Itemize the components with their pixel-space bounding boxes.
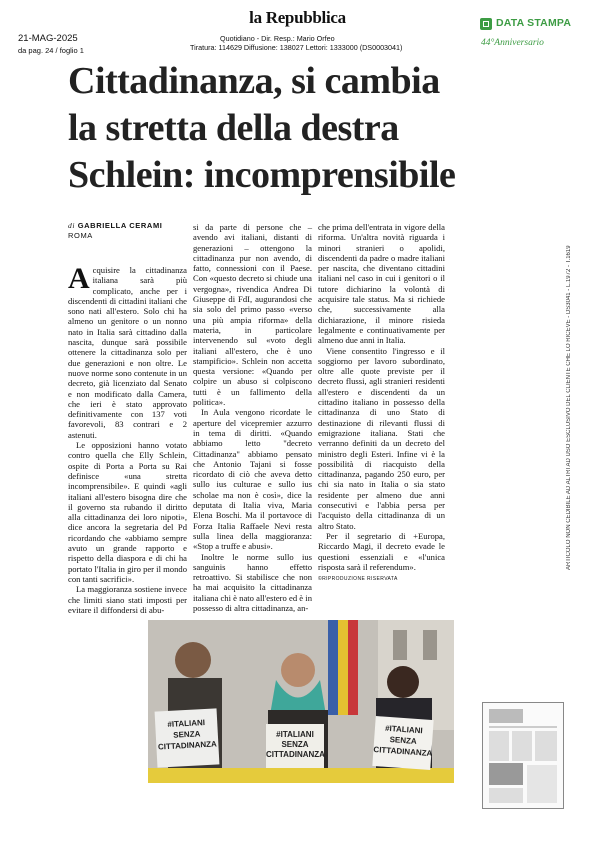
copyright-side-note: ARTICOLO NON CEDIBILE AD ALTRI AD USO ESCLUSIVO DEL CLIENTE CHE LO RICEVE - DS3041 - L.1972 - T.1619 — [566, 245, 572, 570]
byline — [68, 221, 162, 230]
article-column-2 — [193, 222, 312, 613]
paragraph: Viene consentito l'ingresso e il soggiorno per lavoro subordinato, oltre alle quote previste per il decreto flussi, agli stranieri residenti all'estero e discendenti da un cittadino italiano in possesso della cittadinanza di uno Stato di destinazione di rilevanti flussi di emigrazione italiana. Stati che verranno definiti da un decreto del ministro degli Esteri. Infine vi è la possibilità di riacquisto della cittadinanza, pagando 250 euro, per chi sia nato in Italia o sia stato residente per almeno due anni consecutivi e l'abbia persa per l'acquisto della cittadinanza di un altro Stato. — [318, 345, 445, 531]
page-thumbnail — [482, 702, 564, 809]
director-line: Quotidiano - Dir. Resp.: Mario Orfeo — [220, 34, 335, 43]
paragraph: Le opposizioni hanno votato contro quella che Elly Schlein, ospite di Porta a Porta su Rai definisce «una stretta incomprensibile». E quindi «agli italiani all'estero bisogna dire che il governo sta rubando il diritto alla cittadinanza dei loro nipoti», dice ancora la segretaria del Pd ricordando che «abbiamo sempre avuto un grande rapporto e rispetto della diaspora e di chi ha portato l'Italia in giro per il mondo con tanti sacrifici». — [68, 440, 187, 584]
page-info: da pag. 24 / foglio 1 — [18, 46, 84, 55]
paragraph: cquisire la cittadinanza italiana sarà più complicato, anche per i discendenti di cittadini italiani che sono nati all'estero. Solo chi ha almeno un genitore o un nonno nato in Italia sarà cittadino dalla nascita, dunque sarà possibile ottenere la cittadinanza solo per due generazioni e non oltre. Le nuove norme sono contenute in un decreto, già licenziato dal Senato e non modificato dalla Camera, che ieri è stato approvato definitivamente con 137 voti favorevoli, 83 contrari e 2 astenuti. — [68, 265, 187, 440]
page-thumbnail-illustration — [483, 703, 563, 808]
anniversary-label: 44°Anniversario — [481, 38, 544, 48]
protest-shirt: #ITALIANI SENZA CITTADINANZA — [266, 724, 324, 768]
paragraph: si da parte di persone che – avendo avi italiani, distanti di generazioni – ottengono la cittadinanza pur non avendo, di fatto, connessioni con il Paese. Con «questo decreto si chiude una vergogna», rivendica Andrea Di Giuseppe di FdI, augurandosi che sia solo del primo passo «verso una più ampia riforma» della materia, in particolare intervenendo sul «voto degli italiani all'estero, che è uno stampificio». Schlein non accetta questa versione: «Quando per colpire un abuso si colpiscono tutti è un fallimento della politica». — [193, 222, 312, 408]
circulation-line: Tiratura: 114629 Diffusione: 138027 Lettori: 1333000 (DS0003041) — [190, 43, 403, 52]
paragraph: In Aula vengono ricordate le aperture del vicepremier azzurro in tema di diritti. «Quando abbiamo letto "decreto Cittadinanza" abbiamo pensato che Antonio Tajani si fosse ricordato di ciò che aveva detto sullo ius culturae e sullo ius scholae ma non è così», dice la deputata di Italia viva, Maria Elena Boschi. Ma il portavoce di Forza Italia Raffaele Nevi resta sulla linea della maggioranza: «Stop a truffe e abusi». — [193, 407, 312, 552]
paragraph: Per il segretario di +Europa, Riccardo Magi, il decreto evade le questioni essenziali e «l'unica risposta sarà il referendum». — [318, 530, 445, 572]
author-name: GABRIELLA CERAMI — [77, 221, 163, 230]
headline-line: Cittadinanza, si cambia — [68, 60, 440, 102]
headline-line: la stretta della destra — [68, 107, 399, 149]
paragraph: Inoltre le norme sullo ius sanguinis hanno effetto retroattivo. Si stabilisce che non ha mai acquisito la cittadinanza italiana chi è nato all'estero ed è in possesso di altra cittadinanza, an- — [193, 551, 312, 613]
publication-info — [190, 34, 402, 52]
paragraph: La maggioranza sostiene invece che limiti siano stati imposti per evitare il diffondersi di abu- — [68, 584, 187, 615]
byline-prefix: di — [68, 221, 76, 230]
brand-name: DATA STAMPA — [496, 17, 572, 29]
newspaper-masthead: la Repubblica — [249, 8, 346, 27]
data-stampa-logo-icon — [480, 18, 492, 30]
dateline-location: ROMA — [68, 231, 93, 240]
paragraph: che prima dell'entrata in vigore della riforma. Un'altra novità riguarda i minori stranieri o apolidi, discendenti da padre o madre italiani per nascita, che diventano cittadini italiani nel caso in cui i genitori o il tutore dichiarino la volontà di acquisire tale status. Ma si richiede che, successivamente alla dichiarazione, il minore risieda legalmente e continuativamente per almeno due anni in Italia. — [318, 222, 445, 346]
protest-shirt: #ITALIANI SENZA CITTADINANZA — [372, 716, 433, 770]
copyright-notice: ©RIPRODUZIONE RISERVATA — [318, 576, 398, 583]
protest-photo — [148, 620, 454, 783]
clipping-date: 21-MAG-2025 — [18, 33, 78, 44]
protest-shirt: #ITALIANI SENZA CITTADINANZA — [155, 708, 220, 767]
headline-line: Schlein: incomprensibile — [68, 154, 456, 196]
article-headline — [68, 58, 455, 199]
article-column-1 — [68, 262, 187, 615]
article-column-3 — [318, 222, 445, 584]
drop-cap: A — [68, 262, 90, 295]
